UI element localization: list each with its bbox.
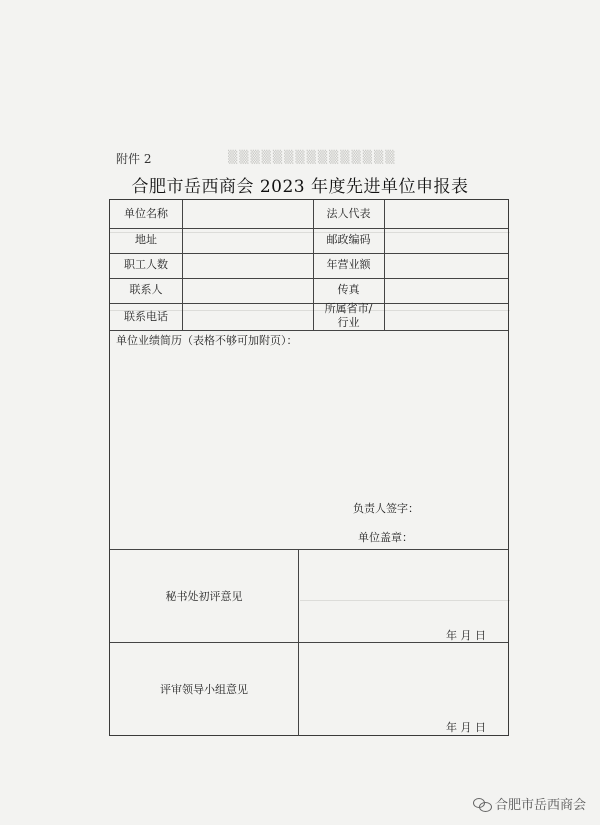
label-unit-name: 单位名称 — [124, 207, 168, 220]
secretariat-review-field[interactable] — [302, 554, 504, 624]
label-fax: 传真 — [337, 283, 360, 296]
application-form — [109, 199, 509, 736]
bleed-through-text: ▒▒▒▒▒▒▒▒▒▒▒▒▒▒▒ — [228, 150, 397, 164]
employees-field[interactable] — [183, 258, 313, 272]
label-legal-rep: 法人代表 — [326, 207, 371, 220]
annex-label: 附件 2 — [116, 152, 152, 166]
watermark-text: 合肥市岳西商会 — [494, 798, 586, 813]
postal-code-field[interactable] — [385, 233, 509, 247]
unit-name-field[interactable] — [183, 207, 313, 221]
label-province-line1: 所属省市/ — [324, 302, 373, 315]
address-field[interactable] — [183, 233, 313, 247]
committee-review-field[interactable] — [302, 647, 504, 717]
row-divider — [110, 549, 508, 550]
label-annual-revenue: 年营业额 — [326, 258, 371, 271]
wechat-icon — [473, 797, 491, 811]
label-address: 地址 — [135, 233, 157, 246]
performance-label: 单位业绩简历（表格不够可加附页）： — [116, 334, 298, 347]
signature-label: 负责人签字： — [353, 502, 419, 515]
contact-field[interactable] — [183, 283, 313, 297]
form-title: 合肥市岳西商会 2023 年度先进单位申报表 — [131, 177, 469, 197]
label-phone: 联系电话 — [124, 310, 168, 323]
seal-label: 单位盖章： — [358, 531, 413, 544]
label-province-line2: 行业 — [337, 316, 360, 329]
row-divider — [110, 330, 508, 331]
annual-revenue-field[interactable] — [385, 258, 509, 272]
label-postal-code: 邮政编码 — [326, 233, 371, 246]
secretariat-review-date: 年 月 日 — [446, 629, 486, 642]
col-divider — [298, 549, 299, 736]
performance-text-area[interactable] — [116, 350, 502, 500]
label-employees: 职工人数 — [124, 258, 168, 271]
legal-rep-field[interactable] — [385, 207, 509, 221]
phone-field[interactable] — [183, 310, 313, 324]
committee-review-date: 年 月 日 — [446, 721, 486, 734]
committee-review-label: 评审领导小组意见 — [160, 683, 248, 696]
label-contact: 联系人 — [129, 283, 163, 296]
row-divider — [110, 253, 508, 254]
watermark — [473, 794, 586, 813]
province-industry-field[interactable] — [385, 310, 509, 324]
row-divider — [110, 278, 508, 279]
secretariat-review-label: 秘书处初评意见 — [165, 590, 243, 603]
fax-field[interactable] — [385, 283, 509, 297]
row-divider — [110, 228, 508, 229]
row-divider — [110, 303, 508, 304]
